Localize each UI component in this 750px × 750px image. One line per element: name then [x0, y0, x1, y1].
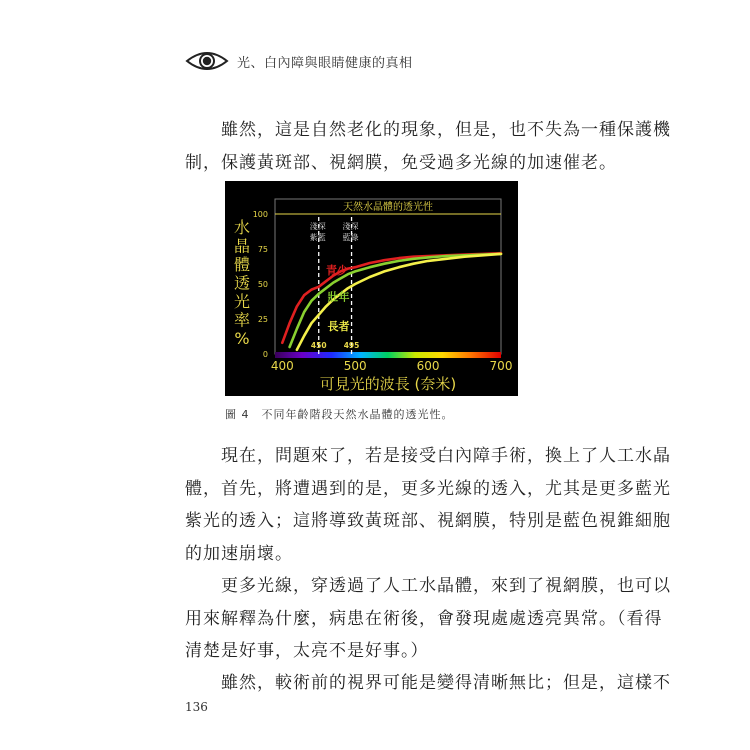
series-label: 長者 — [327, 320, 350, 333]
chart-title: 天然水晶體的透光性 — [343, 202, 433, 213]
transmittance-figure — [225, 181, 518, 396]
text-line: 體，首先，將遭遇到的是，更多光線的透入，尤其是更多藍光 — [185, 478, 671, 499]
text-line: 現在，問題來了，若是接受白內障手術，換上了人工水晶 — [185, 446, 671, 466]
reference-top-label: 淺深 — [342, 222, 359, 231]
text-line: 的加速崩壞。 — [185, 543, 293, 564]
paragraph-4 — [185, 667, 671, 700]
reference-value-label: 495 — [343, 341, 360, 350]
paragraph-3 — [185, 570, 671, 668]
y-tick-label: 100 — [252, 210, 268, 219]
text-line: 清楚是好事，太亮不是好事。） — [185, 641, 429, 661]
spectrum-bar — [275, 352, 501, 358]
y-axis-label-char: 水 — [233, 218, 251, 237]
text-line: 更多光線，穿透過了人工水晶體，來到了視網膜，也可以 — [185, 576, 671, 596]
page-number: 136 — [185, 700, 208, 714]
eye-icon — [185, 49, 229, 73]
y-tick-label: 50 — [257, 280, 268, 289]
x-tick-label: 400 — [270, 359, 294, 373]
reference-top-label: 淺深 — [309, 222, 326, 231]
y-tick-label: 0 — [262, 350, 268, 359]
y-axis-label-char: 率 — [233, 310, 251, 330]
y-tick-label: 75 — [257, 245, 268, 254]
x-tick-label: 600 — [416, 359, 440, 373]
figure-caption — [225, 406, 454, 422]
y-axis-label-char: % — [234, 329, 250, 348]
series-label: 青少 — [326, 264, 349, 277]
text-line: 制，保護黃斑部、視網膜，免受過多光線的加速催老。 — [185, 152, 617, 173]
text-line: 紫光的透入；這將導致黃斑部、視網膜，特別是藍色視錐細胞 — [185, 511, 671, 531]
header-title: 光、白內障與眼睛健康的真相 — [237, 55, 413, 71]
y-axis-label-char: 體 — [233, 255, 251, 274]
text-line: 雖然，較術前的視界可能是變得清晰無比；但是，這樣不 — [185, 673, 671, 693]
text-line: 用來解釋為什麼，病患在術後，會發現處處透亮異常。（看得 — [185, 608, 663, 629]
x-axis-label: 可見光的波長 (奈米) — [319, 375, 457, 393]
x-tick-label: 700 — [489, 359, 513, 373]
reference-top-label: 紫藍 — [309, 233, 326, 242]
y-axis-label-char: 透 — [233, 273, 251, 293]
y-tick-label: 25 — [257, 315, 268, 324]
paragraph-1 — [185, 114, 671, 179]
running-header — [185, 46, 413, 76]
y-axis-label-char: 晶 — [233, 236, 251, 256]
caption-label: 圖 4 — [225, 408, 250, 421]
transmittance-chart — [225, 181, 518, 396]
caption-text: 不同年齡階段天然水晶體的透光性。 — [261, 408, 454, 421]
reference-top-label: 藍綠 — [342, 233, 359, 242]
x-tick-label: 500 — [343, 359, 367, 373]
reference-value-label: 450 — [310, 341, 327, 350]
text-line: 雖然，這是自然老化的現象，但是，也不失為一種保護機 — [185, 120, 671, 140]
y-axis-label-char: 光 — [233, 292, 251, 311]
paragraph-2 — [185, 440, 671, 570]
series-label: 壯年 — [327, 290, 350, 304]
